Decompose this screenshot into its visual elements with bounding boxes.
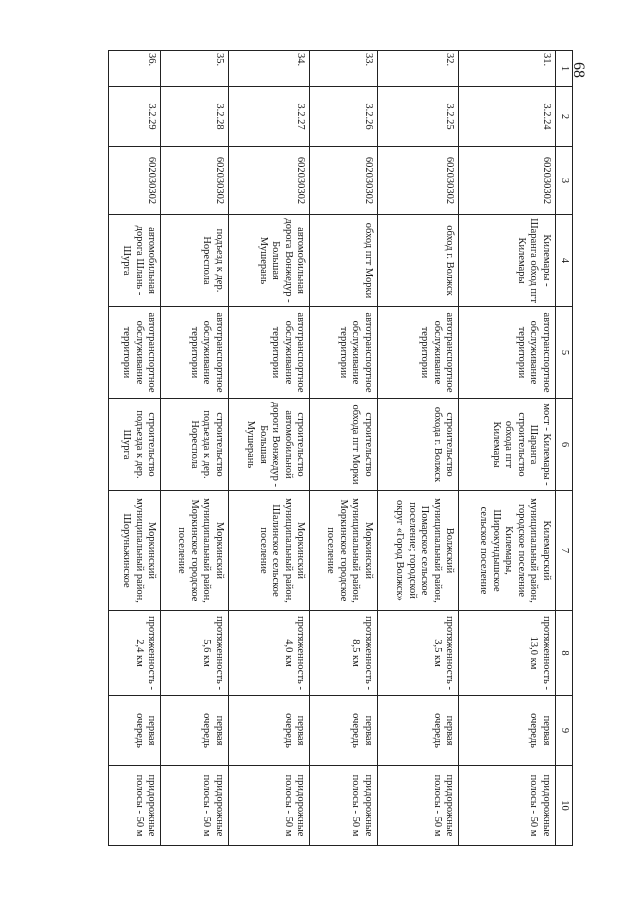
row-number: 32. <box>377 51 459 87</box>
object-measure: мост - Килемары - Шаранга строительство обхода пгт Килемары <box>459 399 556 491</box>
table-row <box>228 51 310 846</box>
column-number: 9 <box>556 696 573 766</box>
okato-code: 602030302 <box>377 147 459 215</box>
object-location: Моркинский муниципальный район, Шоруньжинское <box>109 491 161 611</box>
row-number: 34. <box>228 51 310 87</box>
table-row <box>161 51 228 846</box>
object-name: Килемары - Шаранга обход пгт Килемары <box>459 215 556 307</box>
object-measure: строительство подъезда к дер. Шурга <box>109 399 161 491</box>
object-stage: первая очередь <box>109 696 161 766</box>
object-purpose: автотранспортное обслуживание территории <box>228 307 310 399</box>
object-code: 3.2.25 <box>377 87 459 147</box>
column-number: 5 <box>556 307 573 399</box>
column-number: 2 <box>556 87 573 147</box>
object-characteristics: протяженность - 8,5 км <box>310 611 377 696</box>
object-name: обход пгт Морки <box>310 215 377 307</box>
objects-table <box>108 50 573 846</box>
okato-code: 602030302 <box>109 147 161 215</box>
object-measure: строительство обхода пгт Морки <box>310 399 377 491</box>
column-number: 3 <box>556 147 573 215</box>
object-location: Моркинский муниципальный район, Моркинское городское поселение <box>310 491 377 611</box>
row-number: 31. <box>459 51 556 87</box>
object-characteristics: протяженность - 2,4 км <box>109 611 161 696</box>
object-characteristics: протяженность - 3,5 км <box>377 611 459 696</box>
object-stage: первая очередь <box>228 696 310 766</box>
object-purpose: автотранспортное обслуживание территории <box>377 307 459 399</box>
row-number: 36. <box>109 51 161 87</box>
row-number: 33. <box>310 51 377 87</box>
object-zone: придорожные полосы - 50 м <box>109 766 161 846</box>
object-purpose: автотранспортное обслуживание территории <box>109 307 161 399</box>
object-purpose: автотранспортное обслуживание территории <box>310 307 377 399</box>
column-number: 8 <box>556 611 573 696</box>
object-location: Моркинский муниципальный район, Шалинское сельское поселение <box>228 491 310 611</box>
column-number: 1 <box>556 51 573 87</box>
okato-code: 602030302 <box>459 147 556 215</box>
object-name: автомобильная дорога Шлань - Шурга <box>109 215 161 307</box>
object-location: Моркинский муниципальный район, Моркинское городское поселение <box>161 491 228 611</box>
object-location: Килемарский муниципальный район, городское поселение Килемары, Широкундышское сельское поселение <box>459 491 556 611</box>
okato-code: 602030302 <box>161 147 228 215</box>
object-measure: строительство подъезда к дер. Нореспола <box>161 399 228 491</box>
object-zone: придорожные полосы - 50 м <box>161 766 228 846</box>
object-zone: придорожные полосы - 50 м <box>310 766 377 846</box>
okato-code: 602030302 <box>310 147 377 215</box>
object-characteristics: протяженность - 4,0 км <box>228 611 310 696</box>
object-stage: первая очередь <box>377 696 459 766</box>
column-number: 4 <box>556 215 573 307</box>
object-measure: строительство обхода г. Волжск <box>377 399 459 491</box>
column-number-row <box>556 51 573 846</box>
table-row <box>459 51 556 846</box>
object-name: подъезд к дер. Нореспола <box>161 215 228 307</box>
object-characteristics: протяженность - 5,6 км <box>161 611 228 696</box>
object-stage: первая очередь <box>310 696 377 766</box>
object-stage: первая очередь <box>459 696 556 766</box>
object-stage: первая очередь <box>161 696 228 766</box>
object-code: 3.2.24 <box>459 87 556 147</box>
page-number: 68 <box>570 62 587 78</box>
object-zone: придорожные полосы - 50 м <box>459 766 556 846</box>
object-code: 3.2.29 <box>109 87 161 147</box>
okato-code: 602030302 <box>228 147 310 215</box>
table-row <box>377 51 459 846</box>
object-name: автомобильная дорога Вонжедур - Большая Мушерань <box>228 215 310 307</box>
object-name: обход г. Волжск <box>377 215 459 307</box>
column-number: 7 <box>556 491 573 611</box>
table-row <box>310 51 377 846</box>
column-number: 10 <box>556 766 573 846</box>
object-purpose: автотранспортное обслуживание территории <box>459 307 556 399</box>
object-measure: строительство автомобильной дороги Вонжедур - Большая Мушерань <box>228 399 310 491</box>
table-container <box>108 50 573 845</box>
object-zone: придорожные полосы - 50 м <box>377 766 459 846</box>
object-characteristics: протяженность - 13,0 км <box>459 611 556 696</box>
object-location: Волжский муниципальный район, Помарское сельское поселение; городской округ «Город Волжск» <box>377 491 459 611</box>
object-zone: придорожные полосы - 50 м <box>228 766 310 846</box>
object-code: 3.2.26 <box>310 87 377 147</box>
object-code: 3.2.28 <box>161 87 228 147</box>
row-number: 35. <box>161 51 228 87</box>
object-purpose: автотранспортное обслуживание территории <box>161 307 228 399</box>
object-code: 3.2.27 <box>228 87 310 147</box>
table-row <box>109 51 161 846</box>
rotated-table <box>108 50 573 845</box>
column-number: 6 <box>556 399 573 491</box>
